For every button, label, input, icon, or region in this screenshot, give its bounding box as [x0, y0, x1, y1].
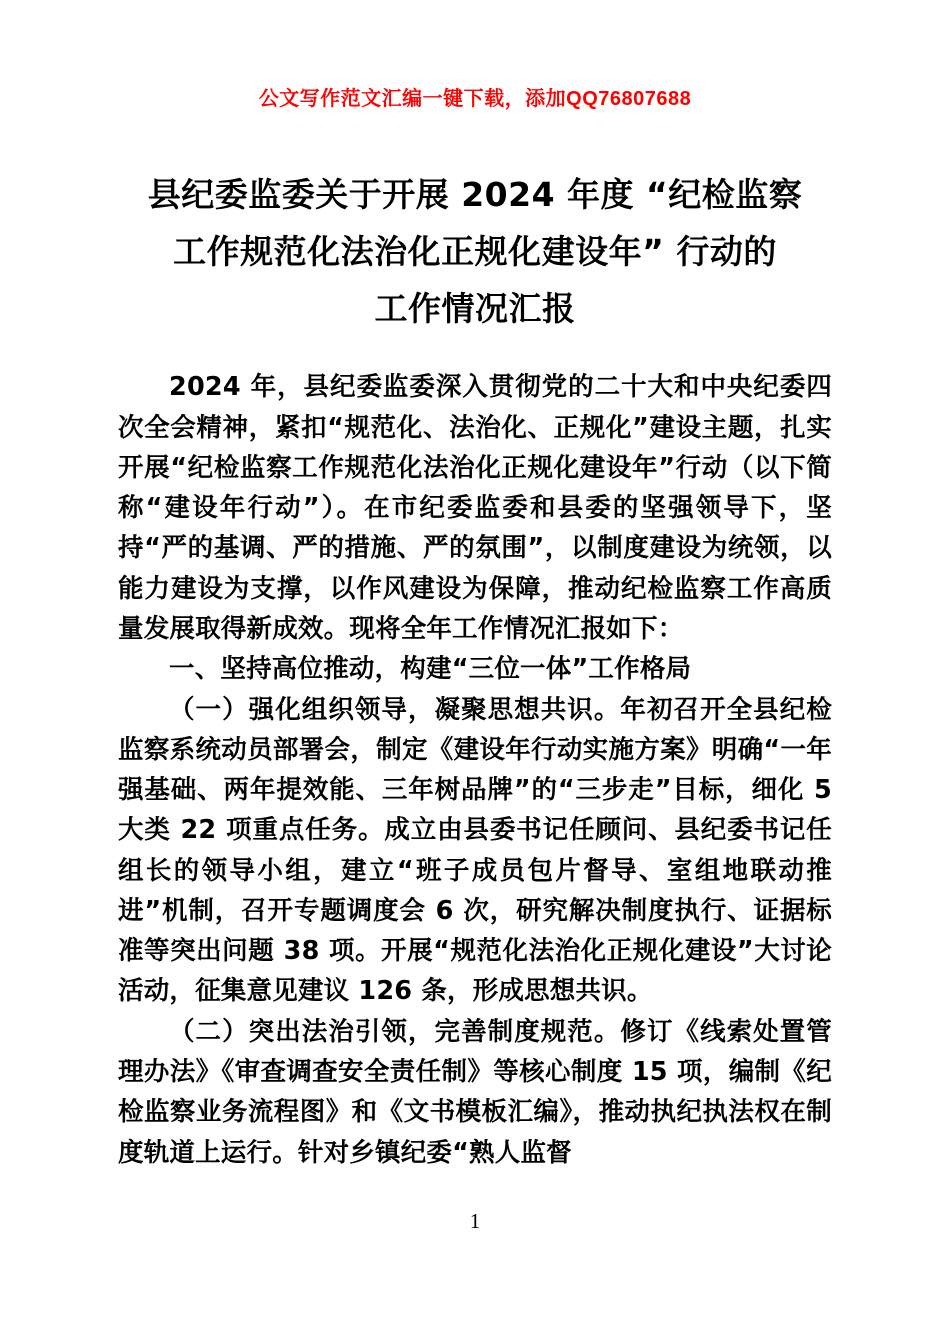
- paragraph: 一、坚持高位推动，构建“三位一体”工作格局: [169, 654, 692, 685]
- document-body: [118, 367, 832, 1173]
- page-title: [118, 167, 832, 337]
- watermark-text: 公文写作范文汇编一键下载，添加QQ76807688: [258, 88, 692, 110]
- paragraph: （二）突出法治引领，完善制度规范。修订《线索处置管理办法》《审查调查安全责任制》等核心制度 15 项，编制《纪检监察业务流程图》和《文书模板汇编》，推动执纪执法权在制度轨道上运行。针对乡镇纪委“熟人监督: [118, 1016, 832, 1168]
- page-number: 1: [469, 1209, 481, 1233]
- paragraph: （一）强化组织领导，凝聚思想共识。年初召开全县纪检监察系统动员部署会，制定《建设年行动实施方案》明确“一年强基础、两年提效能、三年树品牌”的“三步走”目标，细化 5 大类 22 项重点任务。成立由县委书记任顾问、县纪委书记任组长的领导小组，建立“班子成员包片督导、室组地联动推进”机制，召开专题调度会 6 次，研究解决制度执行、证据标准等突出问题 38 项。开展“规范化法治化正规化建设”大讨论活动，征集意见建议 126 条，形成思想共识。: [118, 694, 832, 1007]
- paragraph: 2024 年，县纪委监委深入贯彻党的二十大和中央纪委四次全会精神，紧扣“规范化、法治化、正规化”建设主题，扎实开展“纪检监察工作规范化法治化正规化建设年”行动（以下简称“建设年行动”）。在市纪委监委和县委的坚强领导下，坚持“严的基调、严的措施、严的氛围”，以制度建设为统领，以能力建设为支撑，以作风建设为保障，推动纪检监察工作高质量发展取得新成效。现将全年工作情况汇报如下：: [118, 372, 832, 644]
- title-line-1: 县纪委监委关于开展 2024 年度 “纪检监察: [147, 175, 803, 214]
- title-line-2: 工作规范化法治化正规化建设年” 行动的: [173, 231, 777, 271]
- title-line-3: 工作情况汇报: [374, 288, 576, 328]
